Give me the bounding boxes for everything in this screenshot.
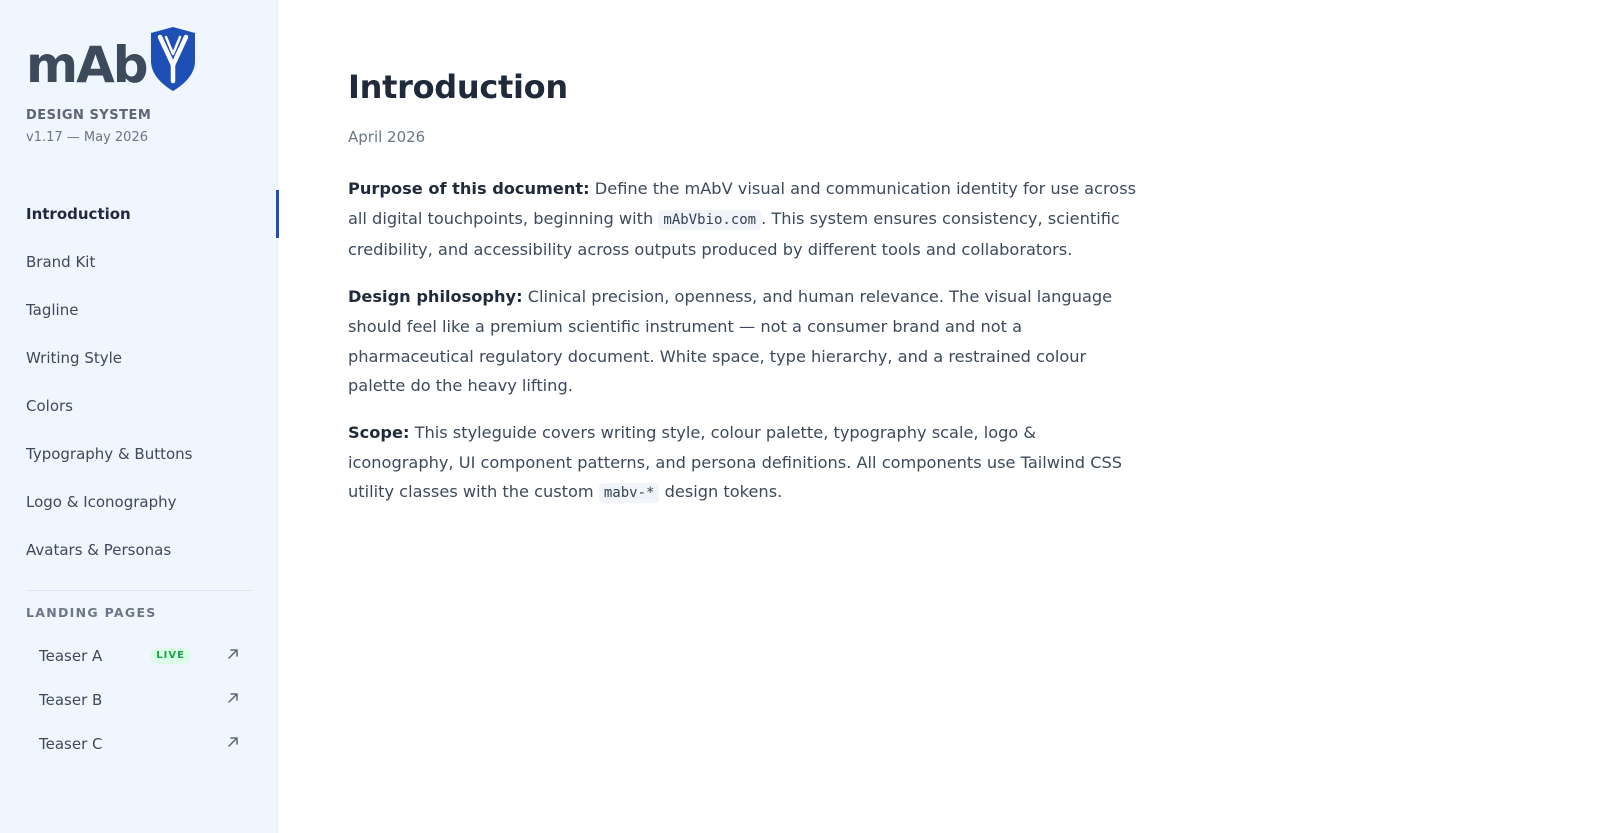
landing-item-label: Teaser C <box>39 735 103 753</box>
sidebar-item-brand-kit[interactable]: Brand Kit <box>26 253 96 271</box>
philosophy-label: Design philosophy: <box>348 287 523 307</box>
scope-label: Scope: <box>348 422 410 442</box>
shield-logo-icon <box>149 27 197 91</box>
sidebar-item-logo-iconography[interactable]: Logo & Iconography <box>26 493 177 511</box>
purpose-text-end: . This system ensures consistency, scientific credibility, and accessibility across outputs produced by different tools and collaborators. <box>348 208 1120 260</box>
landing-pages-label: LANDING PAGES <box>26 605 157 620</box>
landing-item-teaser-c[interactable] <box>0 722 278 766</box>
landing-pages-list <box>0 634 278 766</box>
main-content <box>278 0 1600 833</box>
philosophy-text: Clinical precision, openness, and human relevance. The visual language should feel like a premium scientific instrument — not a consumer brand and not a pharmaceutical regulatory document. White space, type hierarchy, and a restrained colour palette do the heavy lifting. <box>348 287 1113 396</box>
sidebar-item-writing-style[interactable]: Writing Style <box>26 349 123 367</box>
live-badge: LIVE <box>150 648 191 664</box>
sidebar-item-tagline[interactable]: Tagline <box>26 301 79 319</box>
brand-logo[interactable] <box>26 26 197 94</box>
sidebar-divider <box>26 590 252 591</box>
brand-version: v1.17 — May 2026 <box>26 130 148 145</box>
intro-content <box>348 174 1138 526</box>
sidebar-item-typography-buttons[interactable]: Typography & Buttons <box>26 445 193 463</box>
sidebar-nav <box>0 190 278 574</box>
landing-item-teaser-b[interactable] <box>0 678 278 722</box>
token-code: mabv-* <box>599 483 660 503</box>
scope-paragraph <box>348 418 1138 509</box>
sidebar-item-introduction[interactable]: Introduction <box>0 190 278 238</box>
purpose-paragraph <box>348 174 1138 265</box>
external-link-icon <box>226 647 240 661</box>
scope-text-end: design tokens. <box>659 482 783 502</box>
landing-item-teaser-a[interactable] <box>0 634 278 678</box>
sidebar-item-avatars-personas[interactable]: Avatars & Personas <box>26 541 172 559</box>
brand-subtitle: DESIGN SYSTEM <box>26 108 152 123</box>
page-date: April 2026 <box>348 128 426 146</box>
scope-text: This styleguide covers writing style, colour palette, typography scale, logo & iconography, UI component patterns, and persona definitions. All components use Tailwind CSS utility classes with the custom <box>348 422 1123 502</box>
landing-item-label: Teaser A <box>39 647 103 665</box>
logo-wordmark: mAb <box>26 36 147 94</box>
sidebar-item-colors[interactable]: Colors <box>26 397 73 415</box>
purpose-text: Define the mAbV visual and communication identity for use across all digital touchpoints, beginning with <box>348 179 1137 228</box>
sidebar <box>0 0 278 833</box>
landing-item-label: Teaser B <box>39 691 103 709</box>
purpose-label: Purpose of this document: <box>348 179 590 198</box>
page-title: Introduction <box>348 68 568 106</box>
external-link-icon <box>226 735 240 749</box>
philosophy-paragraph <box>348 282 1138 401</box>
external-link-icon <box>226 691 240 705</box>
domain-code: mAbVbio.com <box>658 210 761 230</box>
